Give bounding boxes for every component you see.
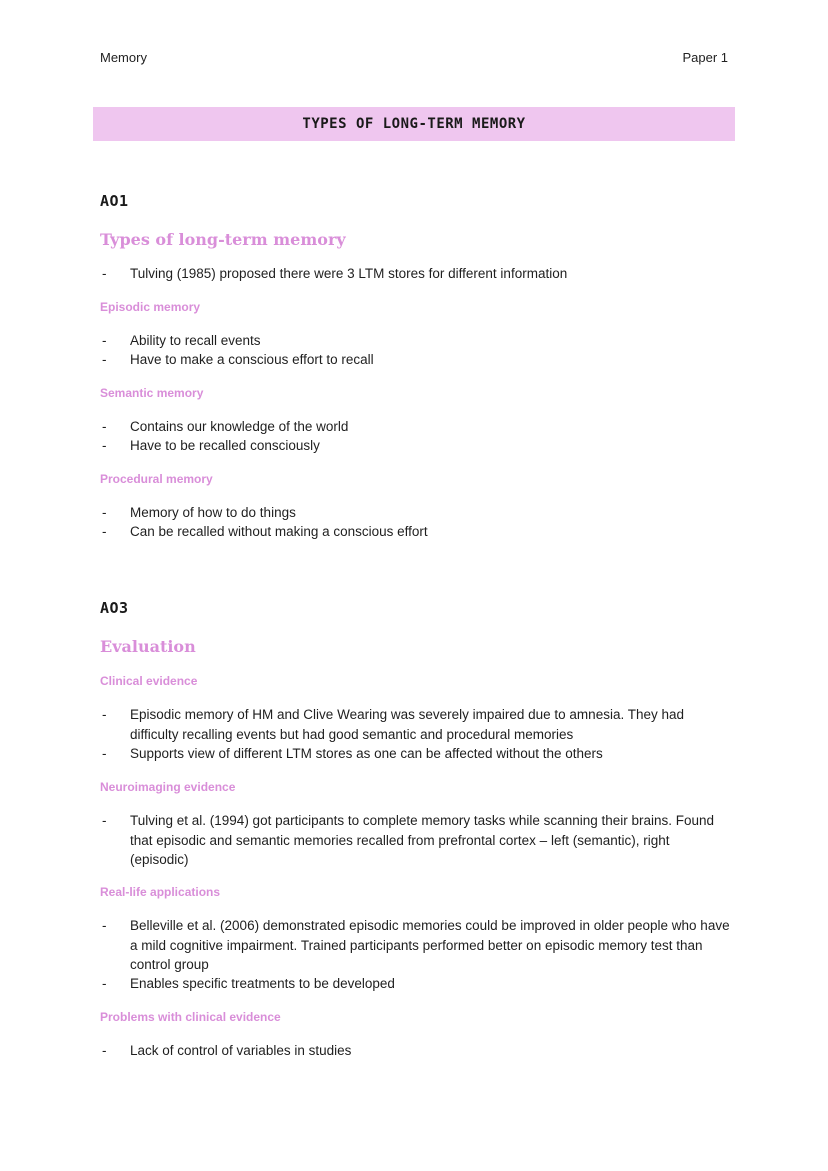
list-item: - Can be recalled without making a conscious effort: [100, 522, 730, 542]
bullet-dash: -: [102, 419, 107, 434]
list-item: - Have to make a conscious effort to recall: [100, 350, 730, 370]
bullet-dash: -: [102, 333, 107, 348]
page-title: TYPES OF LONG-TERM MEMORY: [302, 116, 526, 132]
sub-heading-reallife: Real-life applications: [100, 885, 221, 899]
bullet-dash: -: [102, 813, 107, 828]
list-item: - Enables specific treatments to be developed: [100, 974, 730, 994]
list-item: - Lack of control of variables in studies: [100, 1041, 730, 1061]
bullet-dash: -: [102, 524, 107, 539]
sub-heading-procedural: Procedural memory: [100, 472, 213, 486]
list-item: - Tulving et al. (1994) got participants to complete memory tasks while scanning their brains. Found that episodic and semantic memories recalled from prefrontal cortex – left (semantic), right (episodic): [100, 811, 730, 870]
header-paper: Paper 1: [682, 50, 728, 65]
ao1-label: AO1: [100, 192, 129, 210]
bullet-dash: -: [102, 352, 107, 367]
list-item: - Memory of how to do things: [100, 503, 730, 523]
bullet-dash: -: [102, 438, 107, 453]
ao3-label: AO3: [100, 599, 129, 617]
bullet-dash: -: [102, 976, 107, 991]
bullet-dash: -: [102, 746, 107, 761]
sub-heading-clinical: Clinical evidence: [100, 674, 198, 688]
sub-heading-problems: Problems with clinical evidence: [100, 1010, 281, 1024]
list-item: - Ability to recall events: [100, 331, 730, 351]
bullet-dash: -: [102, 707, 107, 722]
sub-heading-semantic: Semantic memory: [100, 386, 204, 400]
section-title-evaluation: Evaluation: [100, 637, 196, 656]
bullet-dash: -: [102, 505, 107, 520]
title-banner: [93, 107, 735, 141]
section-title-types: Types of long-term memory: [100, 230, 346, 249]
bullet-dash: -: [102, 1043, 107, 1058]
sub-heading-neuroimaging: Neuroimaging evidence: [100, 780, 236, 794]
list-item: - Have to be recalled consciously: [100, 436, 730, 456]
list-item: - Tulving (1985) proposed there were 3 LTM stores for different information: [100, 264, 730, 284]
header-topic: Memory: [100, 50, 147, 65]
bullet-dash: -: [102, 266, 107, 281]
sub-heading-episodic: Episodic memory: [100, 300, 201, 314]
list-item: - Episodic memory of HM and Clive Wearing was severely impaired due to amnesia. They had difficulty recalling events but had good semantic and procedural memories: [100, 705, 730, 744]
list-item: - Contains our knowledge of the world: [100, 417, 730, 437]
list-item: - Belleville et al. (2006) demonstrated episodic memories could be improved in older people who have a mild cognitive impairment. Trained participants performed better on episodic memory test than control group: [100, 916, 730, 975]
list-item: - Supports view of different LTM stores as one can be affected without the others: [100, 744, 730, 764]
bullet-dash: -: [102, 918, 107, 933]
